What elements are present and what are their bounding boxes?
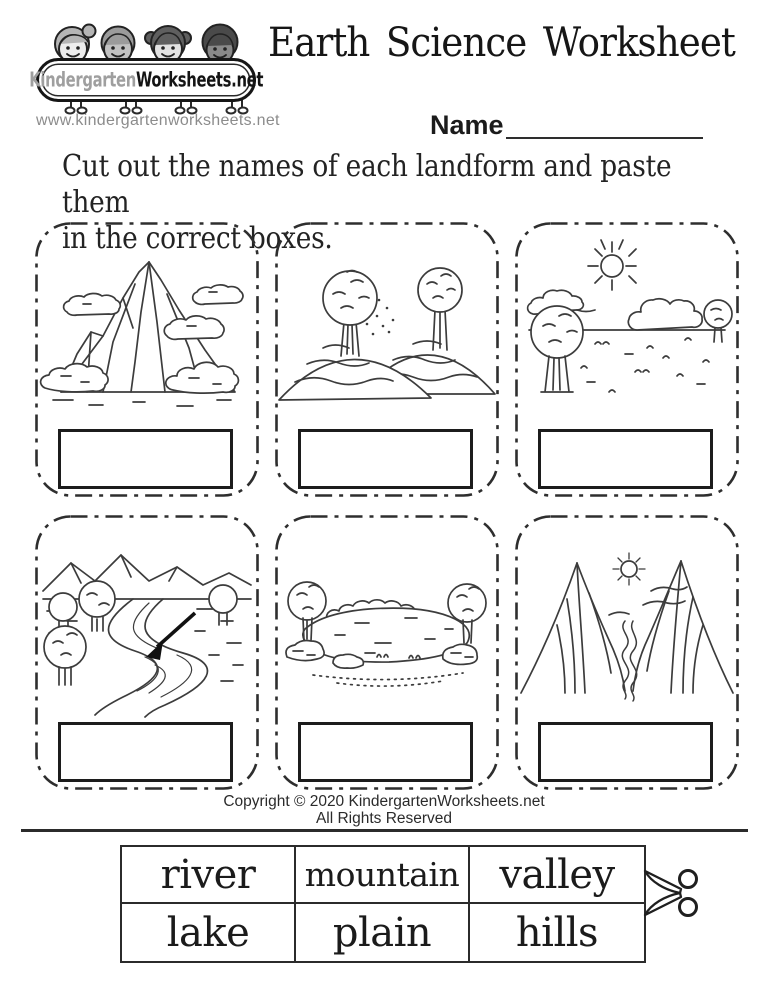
divider-line xyxy=(21,829,748,832)
plain-illustration xyxy=(517,232,737,427)
word-cell-mountain: mountain xyxy=(296,847,470,904)
answer-box xyxy=(538,722,713,782)
logo-sign xyxy=(29,58,263,102)
landform-card-hills xyxy=(275,222,499,497)
answer-box xyxy=(58,429,233,489)
answer-box xyxy=(538,429,713,489)
website-url: www.kindergartenworksheets.net xyxy=(36,112,280,129)
landform-card-lake xyxy=(275,515,499,790)
valley-illustration xyxy=(517,525,737,720)
page-title: Earth Science Worksheet xyxy=(268,20,735,66)
sun-icon xyxy=(601,255,623,277)
logo-brand-text xyxy=(29,68,263,92)
landform-card-valley xyxy=(515,515,739,790)
mountain-illustration xyxy=(37,232,257,427)
name-row xyxy=(430,112,703,139)
word-cell-river: river xyxy=(122,847,296,904)
hills-illustration xyxy=(277,232,497,427)
answer-box xyxy=(298,722,473,782)
answer-box xyxy=(58,722,233,782)
copyright-line-1: Copyright © 2020 KindergartenWorksheets.net xyxy=(223,793,545,810)
instructions-line-2: in the correct boxes. xyxy=(62,221,333,256)
name-label: Name xyxy=(430,110,504,140)
sun-icon xyxy=(621,561,637,577)
word-cell-lake: lake xyxy=(122,904,296,961)
brand-kindergarten-text: Kindergarten xyxy=(29,68,136,92)
word-cell-hills: hills xyxy=(515,909,599,956)
word-cell-plain: plain xyxy=(296,904,470,961)
word-bank-table xyxy=(120,845,646,963)
word-cell-valley: valley xyxy=(470,847,644,904)
scissors-icon xyxy=(642,864,704,924)
landform-card-mountain xyxy=(35,222,259,497)
landform-cards-grid xyxy=(35,222,739,790)
brand-worksheets-text: Worksheets.net xyxy=(135,68,263,92)
answer-box xyxy=(298,429,473,489)
lake-illustration xyxy=(277,525,497,720)
copyright xyxy=(0,793,768,827)
name-blank-line xyxy=(506,113,703,139)
river-illustration xyxy=(37,525,257,720)
landform-card-river xyxy=(35,515,259,790)
landform-card-plain xyxy=(515,222,739,497)
arrow-pointer xyxy=(146,613,195,660)
instructions-line-1: Cut out the names of each landform and paste them xyxy=(62,149,672,220)
copyright-line-2: All Rights Reserved xyxy=(315,810,453,827)
